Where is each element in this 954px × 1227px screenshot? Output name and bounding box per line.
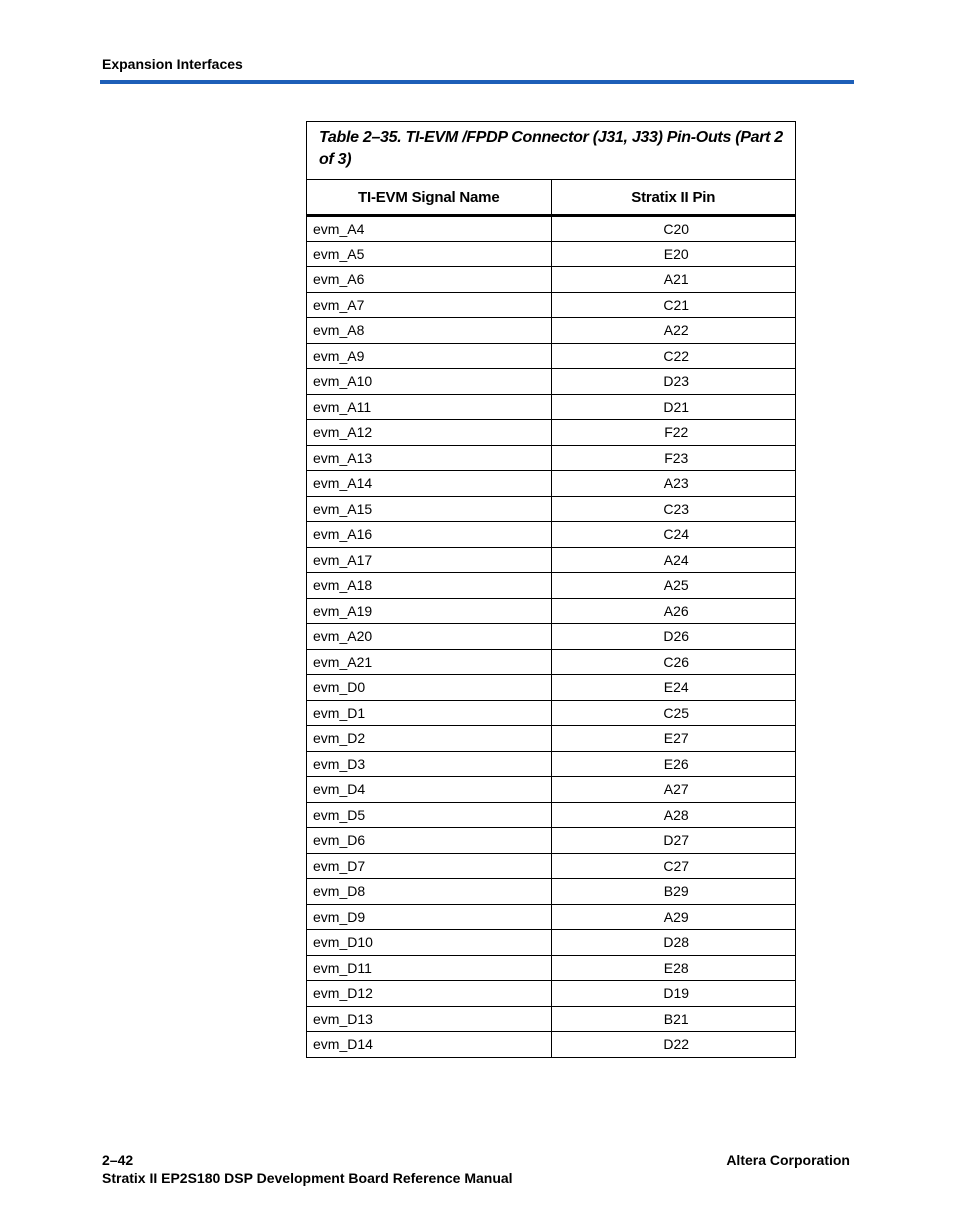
signal-name-cell: evm_A20 [307, 624, 552, 650]
signal-name-cell: evm_D4 [307, 777, 552, 803]
company-name: Altera Corporation [726, 1152, 850, 1168]
stratix-pin-cell: D23 [551, 369, 796, 395]
table-row [307, 241, 796, 267]
stratix-pin-cell: E20 [551, 241, 796, 267]
stratix-pin-cell: E24 [551, 675, 796, 701]
table-row [307, 598, 796, 624]
stratix-pin-cell: C22 [551, 343, 796, 369]
table-row [307, 930, 796, 956]
stratix-pin-cell: C24 [551, 522, 796, 548]
stratix-pin-cell: B29 [551, 879, 796, 905]
table-row [307, 471, 796, 497]
table-row [307, 700, 796, 726]
table-row [307, 777, 796, 803]
signal-name-cell: evm_D13 [307, 1006, 552, 1032]
manual-title: Stratix II EP2S180 DSP Development Board Reference Manual [102, 1170, 513, 1186]
signal-name-cell: evm_A15 [307, 496, 552, 522]
signal-name-cell: evm_D14 [307, 1032, 552, 1058]
stratix-pin-cell: C20 [551, 216, 796, 242]
stratix-pin-cell: B21 [551, 1006, 796, 1032]
stratix-pin-cell: D19 [551, 981, 796, 1007]
header-rule [100, 80, 854, 84]
stratix-pin-cell: D22 [551, 1032, 796, 1058]
stratix-pin-cell: A25 [551, 573, 796, 599]
stratix-pin-cell: D26 [551, 624, 796, 650]
stratix-pin-cell: C23 [551, 496, 796, 522]
column-header-signal-name: TI-EVM Signal Name [307, 180, 552, 216]
stratix-pin-cell: A22 [551, 318, 796, 344]
stratix-pin-cell: D21 [551, 394, 796, 420]
signal-name-cell: evm_D1 [307, 700, 552, 726]
table-row [307, 726, 796, 752]
signal-name-cell: evm_D3 [307, 751, 552, 777]
signal-name-cell: evm_A11 [307, 394, 552, 420]
signal-name-cell: evm_A5 [307, 241, 552, 267]
table-row [307, 445, 796, 471]
stratix-pin-cell: A28 [551, 802, 796, 828]
table-row [307, 1006, 796, 1032]
signal-name-cell: evm_D6 [307, 828, 552, 854]
stratix-pin-cell: D27 [551, 828, 796, 854]
table-row [307, 904, 796, 930]
signal-name-cell: evm_D9 [307, 904, 552, 930]
pinout-table-container [306, 121, 796, 1058]
table-row [307, 853, 796, 879]
footer-left [102, 1151, 513, 1187]
stratix-pin-cell: A24 [551, 547, 796, 573]
signal-name-cell: evm_A21 [307, 649, 552, 675]
signal-name-cell: evm_D12 [307, 981, 552, 1007]
table-row [307, 751, 796, 777]
signal-name-cell: evm_A8 [307, 318, 552, 344]
stratix-pin-cell: F23 [551, 445, 796, 471]
table-row [307, 267, 796, 293]
signal-name-cell: evm_D0 [307, 675, 552, 701]
stratix-pin-cell: C25 [551, 700, 796, 726]
stratix-pin-cell: E28 [551, 955, 796, 981]
signal-name-cell: evm_A14 [307, 471, 552, 497]
signal-name-cell: evm_A17 [307, 547, 552, 573]
signal-name-cell: evm_A18 [307, 573, 552, 599]
stratix-pin-cell: F22 [551, 420, 796, 446]
signal-name-cell: evm_D8 [307, 879, 552, 905]
stratix-pin-cell: A27 [551, 777, 796, 803]
signal-name-cell: evm_A9 [307, 343, 552, 369]
table-row [307, 420, 796, 446]
stratix-pin-cell: C27 [551, 853, 796, 879]
section-title: Expansion Interfaces [102, 56, 243, 72]
signal-name-cell: evm_A4 [307, 216, 552, 242]
signal-name-cell: evm_A6 [307, 267, 552, 293]
table-caption: Table 2–35. TI-EVM /FPDP Connector (J31, J33) Pin-Outs (Part 2 of 3) [307, 122, 796, 180]
stratix-pin-cell: A26 [551, 598, 796, 624]
table-row [307, 675, 796, 701]
table-row [307, 369, 796, 395]
table-row [307, 573, 796, 599]
signal-name-cell: evm_D7 [307, 853, 552, 879]
table-row [307, 343, 796, 369]
table-row [307, 394, 796, 420]
signal-name-cell: evm_A10 [307, 369, 552, 395]
table-row [307, 879, 796, 905]
signal-name-cell: evm_D5 [307, 802, 552, 828]
table-row [307, 981, 796, 1007]
stratix-pin-cell: A29 [551, 904, 796, 930]
signal-name-cell: evm_D2 [307, 726, 552, 752]
stratix-pin-cell: E26 [551, 751, 796, 777]
pinout-table [306, 121, 796, 1058]
signal-name-cell: evm_A7 [307, 292, 552, 318]
table-row [307, 216, 796, 242]
footer-right [726, 1151, 850, 1169]
signal-name-cell: evm_A19 [307, 598, 552, 624]
table-row [307, 318, 796, 344]
table-row [307, 649, 796, 675]
table-row [307, 828, 796, 854]
signal-name-cell: evm_D10 [307, 930, 552, 956]
stratix-pin-cell: A21 [551, 267, 796, 293]
signal-name-cell: evm_A16 [307, 522, 552, 548]
table-row [307, 496, 796, 522]
table-row [307, 1032, 796, 1058]
signal-name-cell: evm_D11 [307, 955, 552, 981]
column-header-stratix-pin: Stratix II Pin [551, 180, 796, 216]
stratix-pin-cell: D28 [551, 930, 796, 956]
table-body [307, 216, 796, 1058]
signal-name-cell: evm_A13 [307, 445, 552, 471]
table-row [307, 547, 796, 573]
stratix-pin-cell: C26 [551, 649, 796, 675]
stratix-pin-cell: E27 [551, 726, 796, 752]
stratix-pin-cell: A23 [551, 471, 796, 497]
table-row [307, 955, 796, 981]
table-row [307, 624, 796, 650]
page-number: 2–42 [102, 1152, 134, 1168]
table-row [307, 522, 796, 548]
table-row [307, 292, 796, 318]
table-row [307, 802, 796, 828]
stratix-pin-cell: C21 [551, 292, 796, 318]
signal-name-cell: evm_A12 [307, 420, 552, 446]
